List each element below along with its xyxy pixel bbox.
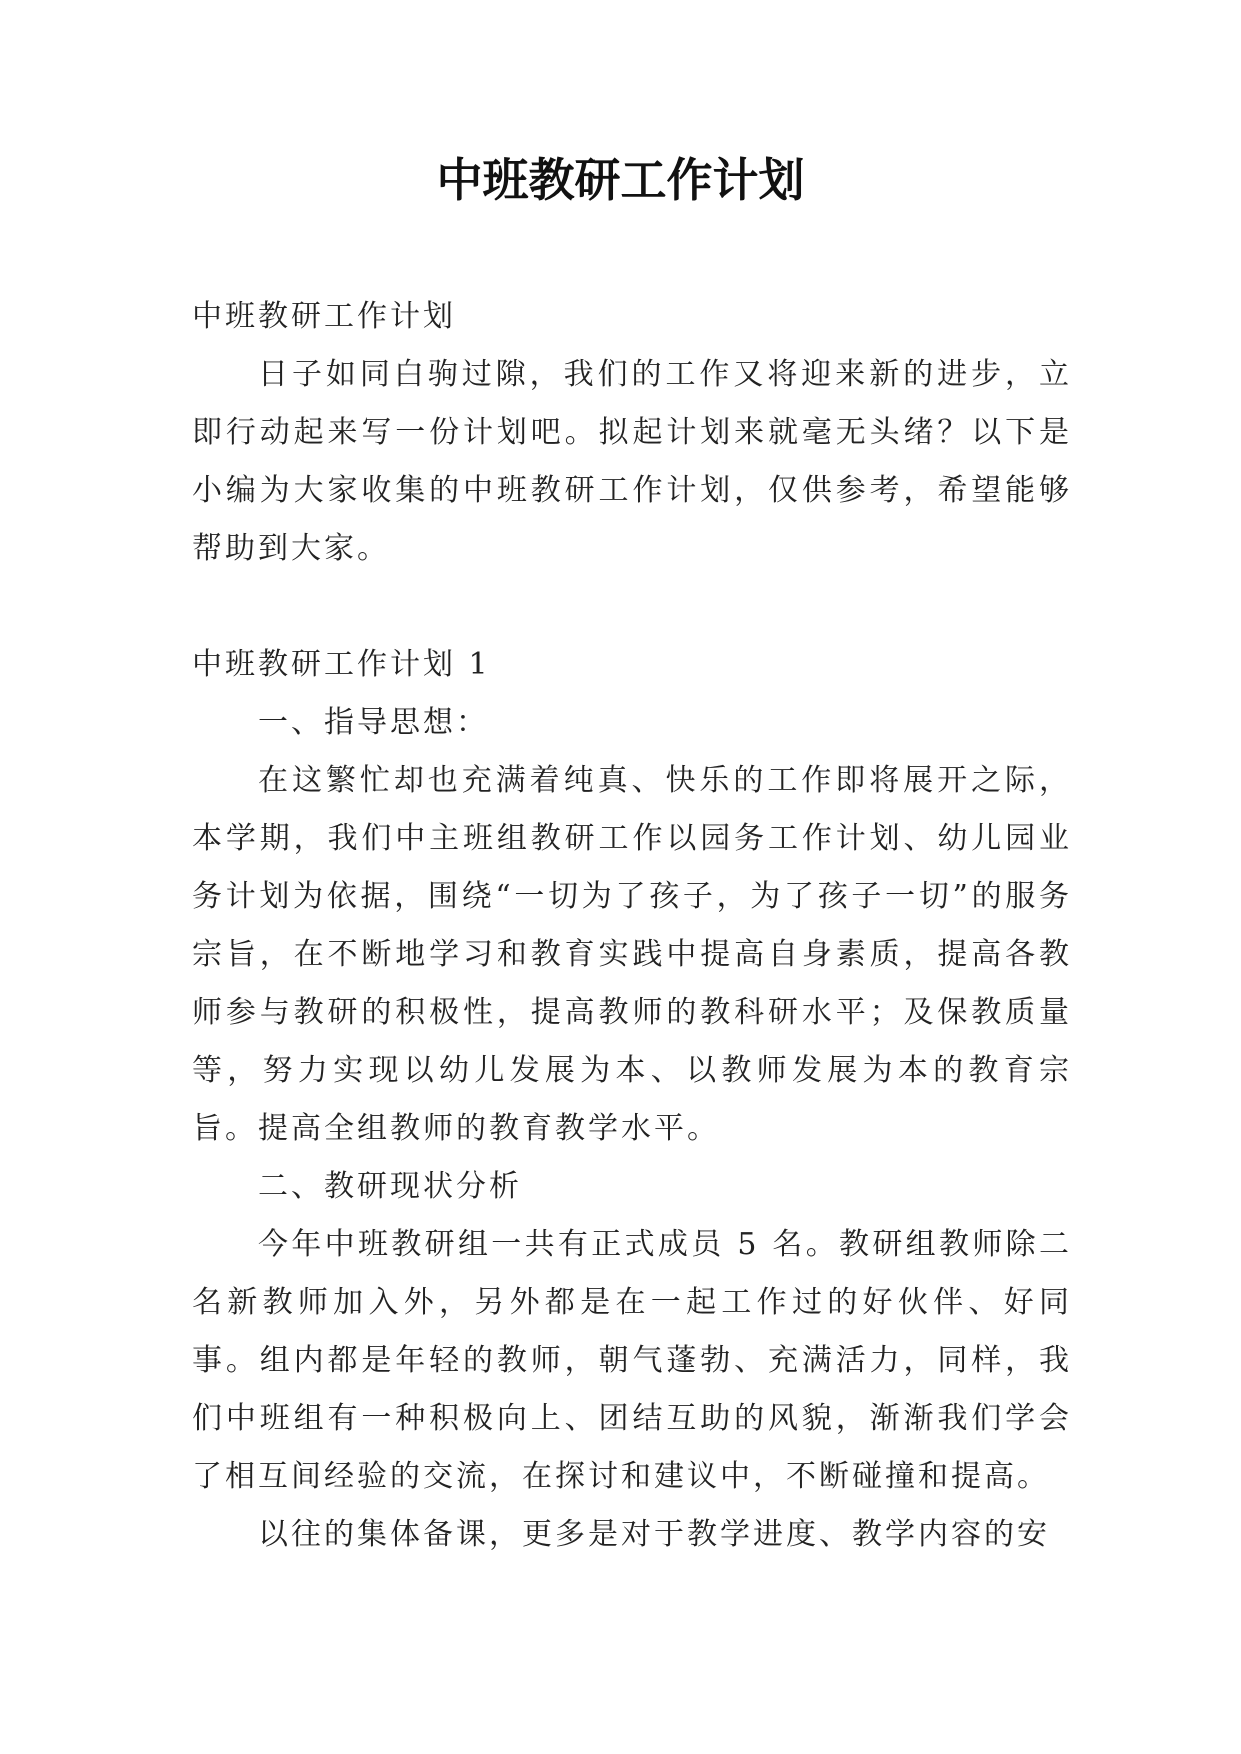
document-body <box>192 288 1072 1564</box>
section-title: 中班教研工作计划 1 <box>192 647 491 682</box>
heading-status-analysis: 二、教研现状分析 <box>258 1169 522 1204</box>
intro-paragraph: 日子如同白驹过隙，我们的工作又将迎来新的进步，立即行动起来写一份计划吧。拟起计划来就毫无头绪？以下是小编为大家收集的中班教研工作计划，仅供参考，希望能够帮助到大家。 <box>192 357 1072 566</box>
page-title: 中班教研工作计划 <box>436 153 805 207</box>
heading-guiding-ideology: 一、指导思想： <box>258 705 489 740</box>
document-subtitle: 中班教研工作计划 <box>192 299 456 334</box>
paragraph-guiding-ideology: 在这繁忙却也充满着纯真、快乐的工作即将展开之际，本学期，我们中主班组教研工作以园务工作计划、幼儿园业务计划为依据，围绕“一切为了孩子，为了孩子一切”的服务宗旨，在不断地学习和教育实践中提高自身素质，提高各教师参与教研的积极性，提高教师的教科研水平；及保教质量等，努力实现以幼儿发展为本、以教师发展为本的教育宗旨。提高全组教师的教育教学水平。 <box>192 763 1072 1146</box>
paragraph-status-analysis: 今年中班教研组一共有正式成员 5 名。教研组教师除二名新教师加入外，另外都是在一起工作过的好伙伴、好同事。组内都是年轻的教师，朝气蓬勃、充满活力，同样，我们中班组有一种积极向上、团结互助的风貌，渐渐我们学会了相互间经验的交流，在探讨和建议中，不断碰撞和提高。 <box>192 1227 1072 1494</box>
paragraph-lesson-prep: 以往的集体备课，更多是对于教学进度、教学内容的安 <box>258 1517 1050 1552</box>
